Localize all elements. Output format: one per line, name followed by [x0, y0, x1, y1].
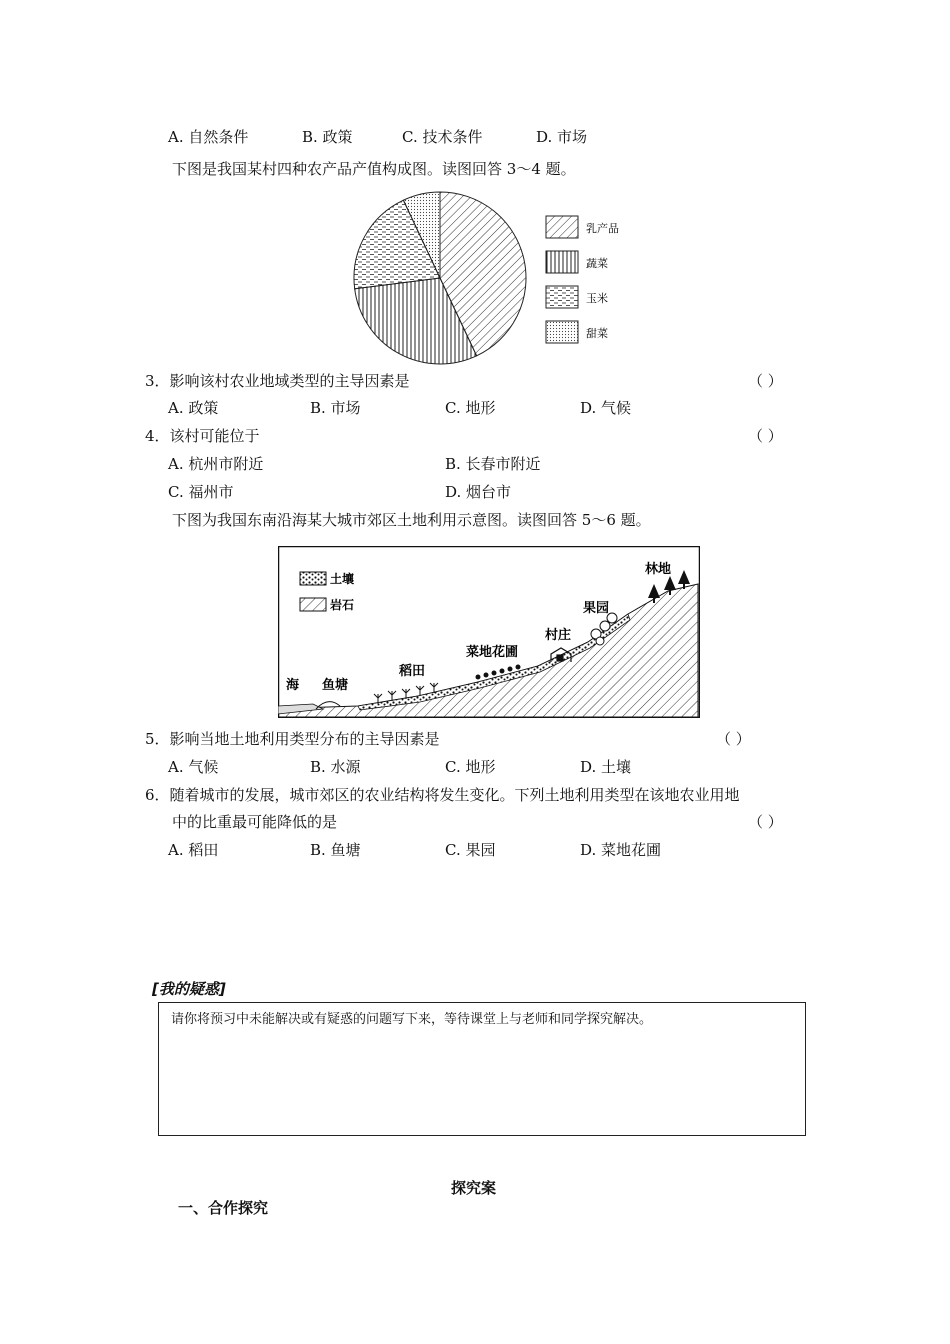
q5-answer-paren: （ ）: [716, 730, 751, 748]
q5-option-d: D. 土壤: [580, 758, 632, 776]
label-vegetable-garden: 菜地花圃: [466, 645, 519, 660]
q2-option-a: A. 自然条件: [168, 128, 249, 146]
q4-stem: 4．该村可能位于: [145, 427, 260, 445]
q2-option-b: B. 政策: [302, 128, 353, 146]
q6-stem-continued: 中的比重最可能降低的是: [172, 813, 338, 831]
q3-option-c: C. 地形: [445, 399, 496, 417]
legend-swatch-vegetable: [546, 251, 578, 273]
q3-option-d: D. 气候: [580, 399, 632, 417]
q6-option-a: A. 稻田: [168, 841, 219, 859]
q6-option-d: D. 菜地花圃: [580, 841, 662, 859]
q3-option-a: A. 政策: [168, 399, 219, 417]
q4-option-d: D. 烟台市: [445, 483, 512, 501]
q5-option-b: B. 水源: [310, 758, 361, 776]
legend-swatch-dairy: [546, 216, 578, 238]
q3-answer-paren: （ ）: [748, 372, 783, 390]
legend-soil-label: 土壤: [330, 572, 355, 586]
q5-option-c: C. 地形: [445, 758, 496, 776]
q4-answer-paren: （ ）: [748, 427, 783, 445]
q6-answer-paren: （ ）: [748, 813, 783, 831]
pie-intro: 下图是我国某村四种农产品产值构成图。读图回答 3～4 题。: [172, 160, 576, 178]
map-intro: 下图为我国东南沿海某大城市郊区土地利用示意图。读图回答 5～6 题。: [172, 511, 651, 529]
legend-swatch-corn: [546, 286, 578, 308]
q5-stem: 5．影响当地土地利用类型分布的主导因素是: [145, 730, 440, 748]
doubt-title: [我的疑惑]: [152, 980, 226, 998]
legend-label-corn: 玉米: [586, 292, 608, 305]
section-title: 探究案: [451, 1179, 497, 1197]
legend-label-beet: 甜菜: [586, 327, 608, 340]
land-use-diagram: [278, 546, 700, 718]
q2-option-d: D. 市场: [536, 128, 588, 146]
q6-option-c: C. 果园: [445, 841, 496, 859]
legend-rock-label: 岩石: [330, 598, 355, 612]
q6-option-b: B. 鱼塘: [310, 841, 361, 859]
doubt-input-box[interactable]: [158, 1002, 806, 1136]
label-village: 村庄: [545, 628, 572, 643]
legend-rock-swatch: [300, 598, 326, 611]
pie-chart: [350, 190, 640, 365]
q3-stem: 3．影响该村农业地域类型的主导因素是: [145, 372, 410, 390]
legend-label-vegetable: 蔬菜: [586, 257, 608, 270]
label-orchard: 果园: [583, 601, 610, 616]
q3-option-b: B. 市场: [310, 399, 361, 417]
label-forest: 林地: [645, 562, 672, 577]
q4-option-a: A. 杭州市附近: [168, 455, 264, 473]
label-sea: 海: [286, 678, 300, 693]
doubt-instruction: 请你将预习中未能解决或有疑惑的问题写下来，等待课堂上与老师和同学探究解决。: [171, 1012, 653, 1027]
legend-label-dairy: 乳产品: [586, 222, 619, 235]
q4-option-c: C. 福州市: [168, 483, 234, 501]
label-rice-field: 稻田: [399, 664, 426, 679]
q2-option-c: C. 技术条件: [402, 128, 483, 146]
legend-swatch-beet: [546, 321, 578, 343]
label-fish-pond: 鱼塘: [322, 678, 349, 693]
q5-option-a: A. 气候: [168, 758, 219, 776]
legend-soil-swatch: [300, 572, 326, 585]
q4-option-b: B. 长春市附近: [445, 455, 541, 473]
q6-stem: 6．随着城市的发展，城市郊区的农业结构将发生变化。下列土地利用类型在该地农业用地: [145, 786, 740, 804]
subsection-title: 一、合作探究: [178, 1199, 269, 1217]
